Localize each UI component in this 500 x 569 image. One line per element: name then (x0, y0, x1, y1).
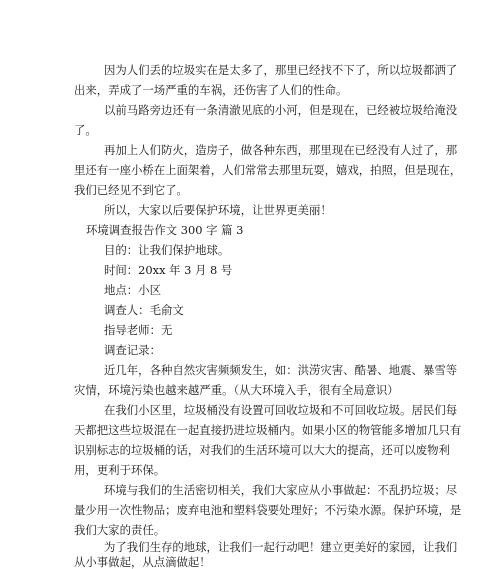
paragraph-line: 在我们小区里，垃圾桶没有设置可回收垃圾和不可回收垃圾。居民们每 (104, 403, 458, 417)
paragraph-line: 再加上人们防火，造房子，做各种东西，那里现在已经没有人过了，那 (104, 143, 458, 157)
paragraph-line: 出来，弄成了一场严重的车祸，还伤害了人们的性命。 (74, 83, 348, 97)
paragraph-line: 灾情，环境污染也越来越严重。（从大环境入手，很有全局意识） (74, 383, 399, 397)
paragraph-line: 里还有一座小桥在上面架着，人们常常去那里玩耍，嬉戏，拍照，但是现在， (74, 163, 462, 177)
paragraph-line: 识别标志的垃圾桶的话，对我们的生活环境可以大大的提高，还可以废物利 (74, 443, 450, 457)
paragraph-line: 指导老师：无 (104, 323, 173, 337)
paragraph-line: 目的：让我们保护地球。 (104, 243, 230, 257)
paragraph-line: 从小事做起，从点滴做起！ (74, 555, 211, 569)
section-heading: 环境调查报告作文 300 字 篇 3 (86, 223, 244, 237)
paragraph-line: 天都把这些垃圾混在一起直接扔进垃圾桶内。如果小区的物管能多增加几只有 (74, 423, 462, 437)
paragraph-line: 近几年，各种自然灾害频频发生，如：洪涝灾害、酷暑、地震、暴雪等 (104, 363, 458, 377)
paragraph-line: 因为人们丢的垃圾实在是太多了，那里已经找不下了，所以垃圾都洒了 (104, 63, 458, 77)
paragraph-line: 了。 (74, 123, 97, 137)
paragraph-line: 所以，大家以后要保护环境，让世界更美丽！ (104, 203, 332, 217)
paragraph-line: 调查记录： (104, 343, 161, 357)
paragraph-line: 我们大家的责任。 (74, 523, 166, 537)
paragraph-line: 调查人：毛俞文 (104, 303, 184, 317)
paragraph-line: 以前马路旁边还有一条清澈见底的小河，但是现在，已经被垃圾给淹没 (104, 103, 458, 117)
paragraph-line: 我们已经见不到它了。 (74, 183, 188, 197)
paragraph-line: 时间：20xx 年 3 月 8 号 (104, 263, 233, 277)
paragraph-line: 为了我们生存的地球，让我们一起行动吧！建立更美好的家园，让我们 (104, 540, 458, 554)
paragraph-line: 地点：小区 (104, 283, 161, 297)
paragraph-line: 用，更利于环保。 (74, 463, 166, 477)
paragraph-line: 环境与我们的生活密切相关，我们大家应从小事做起：不乱扔垃圾；尽 (104, 483, 458, 497)
paragraph-line: 量少用一次性物品；废弃电池和塑料袋要处理好；不污染水源。保护环境，是 (74, 503, 462, 517)
